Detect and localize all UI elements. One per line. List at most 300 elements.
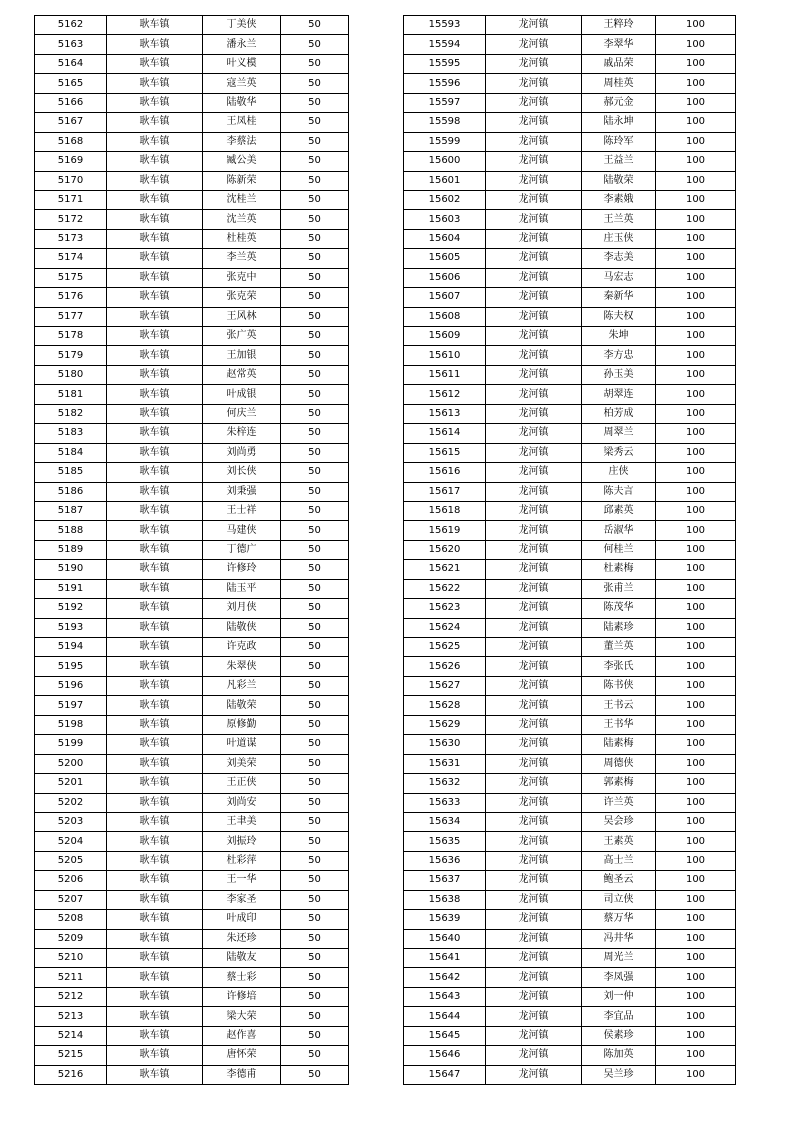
- table-row: [35, 793, 349, 812]
- serial-number-cell: 15641: [404, 949, 486, 968]
- serial-number-cell: 15634: [404, 812, 486, 831]
- table-row: [404, 210, 736, 229]
- name-cell: 刘秉强: [203, 482, 281, 501]
- serial-number-cell: 15602: [404, 190, 486, 209]
- town-cell: 耿车镇: [107, 327, 203, 346]
- amount-cell: 50: [281, 404, 349, 423]
- town-cell: 耿车镇: [107, 638, 203, 657]
- town-cell: 龙河镇: [486, 443, 582, 462]
- amount-cell: 50: [281, 560, 349, 579]
- name-cell: 沈桂兰: [203, 190, 281, 209]
- table-row: [35, 307, 349, 326]
- amount-cell: 100: [656, 346, 736, 365]
- town-cell: 龙河镇: [486, 715, 582, 734]
- town-cell: 龙河镇: [486, 346, 582, 365]
- serial-number-cell: 15647: [404, 1065, 486, 1084]
- name-cell: 李方忠: [582, 346, 656, 365]
- name-cell: 赵作喜: [203, 1026, 281, 1045]
- name-cell: 何桂兰: [582, 540, 656, 559]
- amount-cell: 100: [656, 443, 736, 462]
- town-cell: 耿车镇: [107, 132, 203, 151]
- serial-number-cell: 15603: [404, 210, 486, 229]
- amount-cell: 100: [656, 929, 736, 948]
- name-cell: 戚品荣: [582, 54, 656, 73]
- town-cell: 耿车镇: [107, 365, 203, 384]
- amount-cell: 50: [281, 521, 349, 540]
- table-row: [35, 268, 349, 287]
- serial-number-cell: 15632: [404, 774, 486, 793]
- serial-number-cell: 15609: [404, 327, 486, 346]
- table-row: [35, 1026, 349, 1045]
- table-row: [35, 16, 349, 35]
- serial-number-cell: 15612: [404, 385, 486, 404]
- amount-cell: 100: [656, 327, 736, 346]
- name-cell: 王正侠: [203, 774, 281, 793]
- roster-table-right-body: [404, 16, 736, 1085]
- serial-number-cell: 15633: [404, 793, 486, 812]
- table-row: [35, 463, 349, 482]
- table-row: [35, 93, 349, 112]
- town-cell: 耿车镇: [107, 16, 203, 35]
- serial-number-cell: 15626: [404, 657, 486, 676]
- town-cell: 龙河镇: [486, 1026, 582, 1045]
- town-cell: 耿车镇: [107, 696, 203, 715]
- serial-number-cell: 15635: [404, 832, 486, 851]
- town-cell: 龙河镇: [486, 385, 582, 404]
- serial-number-cell: 15640: [404, 929, 486, 948]
- town-cell: 耿车镇: [107, 307, 203, 326]
- serial-number-cell: 5183: [35, 424, 107, 443]
- serial-number-cell: 5187: [35, 501, 107, 520]
- table-row: [404, 521, 736, 540]
- table-row: [35, 210, 349, 229]
- serial-number-cell: 15622: [404, 579, 486, 598]
- name-cell: 王益兰: [582, 152, 656, 171]
- name-cell: 沈兰英: [203, 210, 281, 229]
- serial-number-cell: 5177: [35, 307, 107, 326]
- town-cell: 耿车镇: [107, 482, 203, 501]
- town-cell: 耿车镇: [107, 190, 203, 209]
- amount-cell: 50: [281, 327, 349, 346]
- serial-number-cell: 5189: [35, 540, 107, 559]
- town-cell: 龙河镇: [486, 404, 582, 423]
- name-cell: 王加银: [203, 346, 281, 365]
- town-cell: 龙河镇: [486, 735, 582, 754]
- table-row: [404, 463, 736, 482]
- name-cell: 李翠华: [582, 35, 656, 54]
- amount-cell: 50: [281, 929, 349, 948]
- amount-cell: 100: [656, 501, 736, 520]
- table-row: [404, 249, 736, 268]
- table-row: [404, 152, 736, 171]
- amount-cell: 50: [281, 540, 349, 559]
- town-cell: 龙河镇: [486, 618, 582, 637]
- amount-cell: 100: [656, 910, 736, 929]
- amount-cell: 100: [656, 987, 736, 1006]
- town-cell: 龙河镇: [486, 774, 582, 793]
- serial-number-cell: 5167: [35, 113, 107, 132]
- amount-cell: 100: [656, 307, 736, 326]
- amount-cell: 100: [656, 190, 736, 209]
- amount-cell: 50: [281, 599, 349, 618]
- table-row: [35, 696, 349, 715]
- table-row: [404, 715, 736, 734]
- serial-number-cell: 5192: [35, 599, 107, 618]
- town-cell: 龙河镇: [486, 1065, 582, 1084]
- table-row: [404, 1046, 736, 1065]
- serial-number-cell: 15598: [404, 113, 486, 132]
- serial-number-cell: 5172: [35, 210, 107, 229]
- amount-cell: 50: [281, 501, 349, 520]
- serial-number-cell: 15645: [404, 1026, 486, 1045]
- name-cell: 王书云: [582, 696, 656, 715]
- serial-number-cell: 5200: [35, 754, 107, 773]
- town-cell: 龙河镇: [486, 229, 582, 248]
- name-cell: 陆敬荣: [203, 696, 281, 715]
- serial-number-cell: 5196: [35, 676, 107, 695]
- table-row: [35, 1046, 349, 1065]
- serial-number-cell: 5215: [35, 1046, 107, 1065]
- amount-cell: 50: [281, 171, 349, 190]
- table-row: [35, 521, 349, 540]
- serial-number-cell: 5164: [35, 54, 107, 73]
- table-row: [35, 424, 349, 443]
- amount-cell: 50: [281, 463, 349, 482]
- name-cell: 陈夫言: [582, 482, 656, 501]
- table-row: [404, 599, 736, 618]
- table-row: [35, 190, 349, 209]
- table-row: [404, 890, 736, 909]
- name-cell: 邱素英: [582, 501, 656, 520]
- name-cell: 李家圣: [203, 890, 281, 909]
- amount-cell: 100: [656, 579, 736, 598]
- name-cell: 陆素梅: [582, 735, 656, 754]
- table-row: [404, 540, 736, 559]
- amount-cell: 100: [656, 774, 736, 793]
- town-cell: 耿车镇: [107, 288, 203, 307]
- table-row: [404, 735, 736, 754]
- town-cell: 耿车镇: [107, 540, 203, 559]
- name-cell: 刘尚勇: [203, 443, 281, 462]
- table-row: [35, 482, 349, 501]
- amount-cell: 50: [281, 229, 349, 248]
- name-cell: 张甫兰: [582, 579, 656, 598]
- table-row: [404, 307, 736, 326]
- town-cell: 龙河镇: [486, 832, 582, 851]
- name-cell: 许克政: [203, 638, 281, 657]
- name-cell: 郭素梅: [582, 774, 656, 793]
- table-row: [35, 540, 349, 559]
- name-cell: 岳淑华: [582, 521, 656, 540]
- town-cell: 龙河镇: [486, 132, 582, 151]
- town-cell: 耿车镇: [107, 1026, 203, 1045]
- table-row: [35, 618, 349, 637]
- table-row: [35, 754, 349, 773]
- name-cell: 秦新华: [582, 288, 656, 307]
- town-cell: 耿车镇: [107, 501, 203, 520]
- amount-cell: 100: [656, 463, 736, 482]
- amount-cell: 100: [656, 482, 736, 501]
- serial-number-cell: 15594: [404, 35, 486, 54]
- name-cell: 庄侠: [582, 463, 656, 482]
- name-cell: 李宜品: [582, 1007, 656, 1026]
- table-row: [35, 910, 349, 929]
- name-cell: 陆敬友: [203, 949, 281, 968]
- amount-cell: 50: [281, 618, 349, 637]
- amount-cell: 50: [281, 93, 349, 112]
- serial-number-cell: 15638: [404, 890, 486, 909]
- amount-cell: 100: [656, 812, 736, 831]
- amount-cell: 100: [656, 54, 736, 73]
- table-row: [35, 851, 349, 870]
- name-cell: 李志美: [582, 249, 656, 268]
- serial-number-cell: 5206: [35, 871, 107, 890]
- amount-cell: 100: [656, 385, 736, 404]
- amount-cell: 50: [281, 890, 349, 909]
- amount-cell: 50: [281, 152, 349, 171]
- serial-number-cell: 5199: [35, 735, 107, 754]
- serial-number-cell: 5176: [35, 288, 107, 307]
- amount-cell: 50: [281, 696, 349, 715]
- serial-number-cell: 15599: [404, 132, 486, 151]
- town-cell: 耿车镇: [107, 910, 203, 929]
- town-cell: 龙河镇: [486, 288, 582, 307]
- name-cell: 王士祥: [203, 501, 281, 520]
- table-row: [35, 579, 349, 598]
- serial-number-cell: 5201: [35, 774, 107, 793]
- name-cell: 郝元金: [582, 93, 656, 112]
- serial-number-cell: 15614: [404, 424, 486, 443]
- name-cell: 陆敬侠: [203, 618, 281, 637]
- name-cell: 潘永兰: [203, 35, 281, 54]
- table-row: [35, 501, 349, 520]
- town-cell: 龙河镇: [486, 1007, 582, 1026]
- town-cell: 耿车镇: [107, 968, 203, 987]
- name-cell: 李素娥: [582, 190, 656, 209]
- town-cell: 龙河镇: [486, 851, 582, 870]
- amount-cell: 50: [281, 443, 349, 462]
- table-row: [35, 968, 349, 987]
- town-cell: 耿车镇: [107, 424, 203, 443]
- roster-table-right: [403, 15, 736, 1085]
- name-cell: 王风林: [203, 307, 281, 326]
- amount-cell: 50: [281, 113, 349, 132]
- amount-cell: 100: [656, 93, 736, 112]
- amount-cell: 50: [281, 365, 349, 384]
- table-row: [404, 113, 736, 132]
- town-cell: 耿车镇: [107, 599, 203, 618]
- table-row: [35, 987, 349, 1006]
- table-row: [404, 443, 736, 462]
- serial-number-cell: 15630: [404, 735, 486, 754]
- town-cell: 龙河镇: [486, 968, 582, 987]
- town-cell: 龙河镇: [486, 93, 582, 112]
- serial-number-cell: 5211: [35, 968, 107, 987]
- table-row: [404, 1007, 736, 1026]
- name-cell: 高士兰: [582, 851, 656, 870]
- serial-number-cell: 15593: [404, 16, 486, 35]
- name-cell: 董兰英: [582, 638, 656, 657]
- name-cell: 蔡士彩: [203, 968, 281, 987]
- serial-number-cell: 15625: [404, 638, 486, 657]
- name-cell: 丁美侠: [203, 16, 281, 35]
- town-cell: 龙河镇: [486, 540, 582, 559]
- town-cell: 耿车镇: [107, 715, 203, 734]
- serial-number-cell: 15623: [404, 599, 486, 618]
- amount-cell: 50: [281, 715, 349, 734]
- table-row: [404, 16, 736, 35]
- amount-cell: 50: [281, 735, 349, 754]
- serial-number-cell: 5194: [35, 638, 107, 657]
- amount-cell: 100: [656, 560, 736, 579]
- serial-number-cell: 15629: [404, 715, 486, 734]
- amount-cell: 100: [656, 793, 736, 812]
- name-cell: 梁大荣: [203, 1007, 281, 1026]
- serial-number-cell: 15606: [404, 268, 486, 287]
- amount-cell: 100: [656, 638, 736, 657]
- serial-number-cell: 15619: [404, 521, 486, 540]
- table-row: [35, 54, 349, 73]
- town-cell: 龙河镇: [486, 871, 582, 890]
- serial-number-cell: 15621: [404, 560, 486, 579]
- amount-cell: 50: [281, 346, 349, 365]
- amount-cell: 50: [281, 812, 349, 831]
- serial-number-cell: 5178: [35, 327, 107, 346]
- town-cell: 耿车镇: [107, 54, 203, 73]
- amount-cell: 100: [656, 657, 736, 676]
- table-row: [35, 599, 349, 618]
- amount-cell: 100: [656, 599, 736, 618]
- town-cell: 耿车镇: [107, 74, 203, 93]
- roster-table-left: [34, 15, 349, 1085]
- name-cell: 吴兰珍: [582, 1065, 656, 1084]
- town-cell: 龙河镇: [486, 327, 582, 346]
- table-row: [35, 949, 349, 968]
- amount-cell: 50: [281, 657, 349, 676]
- town-cell: 耿车镇: [107, 93, 203, 112]
- town-cell: 龙河镇: [486, 1046, 582, 1065]
- serial-number-cell: 5190: [35, 560, 107, 579]
- town-cell: 龙河镇: [486, 463, 582, 482]
- serial-number-cell: 15624: [404, 618, 486, 637]
- name-cell: 柏芳成: [582, 404, 656, 423]
- table-row: [404, 754, 736, 773]
- town-cell: 耿车镇: [107, 1007, 203, 1026]
- table-row: [404, 424, 736, 443]
- amount-cell: 100: [656, 949, 736, 968]
- town-cell: 龙河镇: [486, 676, 582, 695]
- name-cell: 陆玉平: [203, 579, 281, 598]
- town-cell: 龙河镇: [486, 696, 582, 715]
- name-cell: 庄玉侠: [582, 229, 656, 248]
- amount-cell: 100: [656, 268, 736, 287]
- amount-cell: 50: [281, 249, 349, 268]
- serial-number-cell: 15639: [404, 910, 486, 929]
- name-cell: 李凤强: [582, 968, 656, 987]
- name-cell: 何庆兰: [203, 404, 281, 423]
- amount-cell: 100: [656, 404, 736, 423]
- amount-cell: 50: [281, 832, 349, 851]
- amount-cell: 50: [281, 676, 349, 695]
- serial-number-cell: 15604: [404, 229, 486, 248]
- amount-cell: 100: [656, 871, 736, 890]
- serial-number-cell: 5208: [35, 910, 107, 929]
- serial-number-cell: 5185: [35, 463, 107, 482]
- amount-cell: 100: [656, 171, 736, 190]
- serial-number-cell: 15608: [404, 307, 486, 326]
- table-row: [404, 404, 736, 423]
- table-row: [404, 560, 736, 579]
- serial-number-cell: 5186: [35, 482, 107, 501]
- table-row: [35, 288, 349, 307]
- serial-number-cell: 5163: [35, 35, 107, 54]
- serial-number-cell: 5193: [35, 618, 107, 637]
- serial-number-cell: 5162: [35, 16, 107, 35]
- serial-number-cell: 5180: [35, 365, 107, 384]
- table-row: [35, 404, 349, 423]
- table-row: [404, 229, 736, 248]
- name-cell: 吴会珍: [582, 812, 656, 831]
- name-cell: 蔡万华: [582, 910, 656, 929]
- name-cell: 梁秀云: [582, 443, 656, 462]
- serial-number-cell: 15611: [404, 365, 486, 384]
- serial-number-cell: 5202: [35, 793, 107, 812]
- roster-table-left-body: [35, 16, 349, 1085]
- table-row: [404, 501, 736, 520]
- serial-number-cell: 15642: [404, 968, 486, 987]
- town-cell: 耿车镇: [107, 152, 203, 171]
- town-cell: 耿车镇: [107, 229, 203, 248]
- table-row: [35, 1065, 349, 1084]
- town-cell: 龙河镇: [486, 599, 582, 618]
- amount-cell: 50: [281, 1065, 349, 1084]
- town-cell: 龙河镇: [486, 657, 582, 676]
- table-row: [404, 968, 736, 987]
- amount-cell: 50: [281, 754, 349, 773]
- table-row: [35, 929, 349, 948]
- name-cell: 刘美荣: [203, 754, 281, 773]
- table-row: [404, 171, 736, 190]
- name-cell: 陈新荣: [203, 171, 281, 190]
- table-row: [404, 482, 736, 501]
- serial-number-cell: 5182: [35, 404, 107, 423]
- amount-cell: 100: [656, 890, 736, 909]
- town-cell: 龙河镇: [486, 560, 582, 579]
- table-row: [35, 327, 349, 346]
- serial-number-cell: 5198: [35, 715, 107, 734]
- name-cell: 丁德广: [203, 540, 281, 559]
- table-row: [35, 249, 349, 268]
- amount-cell: 100: [656, 696, 736, 715]
- amount-cell: 100: [656, 132, 736, 151]
- town-cell: 耿车镇: [107, 171, 203, 190]
- town-cell: 耿车镇: [107, 249, 203, 268]
- table-row: [35, 676, 349, 695]
- serial-number-cell: 15600: [404, 152, 486, 171]
- name-cell: 王凤桂: [203, 113, 281, 132]
- name-cell: 孙玉美: [582, 365, 656, 384]
- name-cell: 许修培: [203, 987, 281, 1006]
- serial-number-cell: 5191: [35, 579, 107, 598]
- serial-number-cell: 5181: [35, 385, 107, 404]
- name-cell: 杜彩萍: [203, 851, 281, 870]
- amount-cell: 50: [281, 1026, 349, 1045]
- serial-number-cell: 5203: [35, 812, 107, 831]
- table-row: [35, 890, 349, 909]
- table-row: [404, 327, 736, 346]
- town-cell: 龙河镇: [486, 113, 582, 132]
- name-cell: 陆永坤: [582, 113, 656, 132]
